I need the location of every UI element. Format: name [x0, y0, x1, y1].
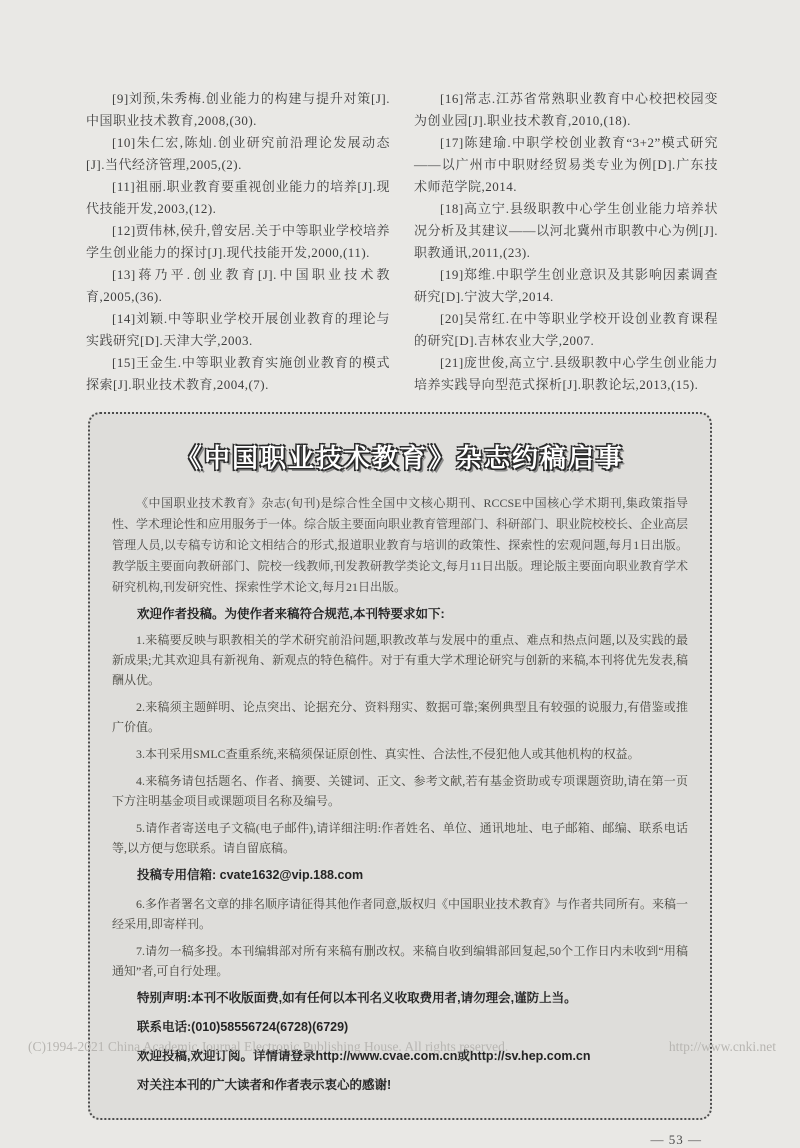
- notice-item-4: 4.来稿务请包括题名、作者、摘要、关键词、正文、参考文献,若有基金资助或专项课题资助,请在第一页下方注明基金项目或课题项目名称及编号。: [112, 774, 688, 808]
- copyright-text: (C)1994-2021 China Academic Journal Electronic Publishing House. All rights reserved.: [28, 1039, 509, 1054]
- copyright-footer: [28, 1039, 776, 1055]
- reference-item: [11]祖丽.职业教育要重视创业能力的培养[J].现代技能开发,2003,(12).: [86, 179, 390, 216]
- reference-item: [12]贾伟林,侯升,曾安居.关于中等职业学校培养学生创业能力的探讨[J].现代技能开发,2000,(11).: [86, 223, 390, 260]
- reference-item: [9]刘预,朱秀梅.创业能力的构建与提升对策[J].中国职业技术教育,2008,(30).: [86, 91, 390, 128]
- contact-phone-line: 联系电话:(010)58556724(6728)(6729): [137, 1020, 349, 1034]
- reference-item: [20]吴常红.在中等职业学校开设创业教育课程的研究[D].吉林农业大学,2007.: [414, 311, 718, 348]
- cnki-url: http://www.cnki.net: [668, 1039, 776, 1054]
- reference-item: [15]王金生.中等职业教育实施创业教育的模式探索[J].职业技术教育,2004,(7).: [86, 355, 390, 392]
- page-number: — 53 —: [650, 1132, 702, 1147]
- page-content: [86, 88, 718, 1148]
- notice-title: 《中国职业技术教育》杂志约稿启事: [175, 443, 624, 473]
- reference-item: [13]蒋乃平.创业教育[J].中国职业技术教育,2005,(36).: [86, 267, 390, 304]
- thanks-line: 对关注本刊的广大读者和作者表示衷心的感谢!: [137, 1078, 392, 1092]
- notice-item-5: 5.请作者寄送电子文稿(电子邮件),请详细注明:作者姓名、单位、通讯地址、电子邮箱、邮编、联系电话等,以方便与您联系。请自留底稿。: [112, 821, 688, 855]
- references-section: [86, 88, 718, 396]
- references-left-column: [86, 88, 390, 396]
- submission-email-line: 投稿专用信箱: cvate1632@vip.188.com: [137, 868, 364, 882]
- reference-item: [18]高立宁.县级职教中心学生创业能力培养状况分析及其建议——以河北冀州市职教中心为例[J].职教通讯,2011,(23).: [414, 201, 718, 260]
- reference-item: [14]刘颖.中等职业学校开展创业教育的理论与实践研究[D].天津大学,2003.: [86, 311, 390, 348]
- reference-item: [16]常志.江苏省常熟职业教育中心校把校园变为创业园[J].职业技术教育,2010,(18).: [414, 91, 718, 128]
- notice-item-2: 2.来稿须主题鲜明、论点突出、论据充分、资料翔实、数据可靠;案例典型且有较强的说服力,有借鉴或推广价值。: [112, 700, 688, 734]
- reference-item: [21]庞世俊,高立宁.县级职教中心学生创业能力培养实践导向型范式探析[J].职教论坛,2013,(15).: [414, 355, 718, 392]
- call-for-papers-box: [88, 412, 712, 1120]
- reference-item: [19]郑维.中职学生创业意识及其影响因素调查研究[D].宁波大学,2014.: [414, 267, 718, 304]
- notice-item-3: 3.本刊采用SMLC查重系统,来稿须保证原创性、真实性、合法性,不侵犯他人或其他机构的权益。: [136, 747, 640, 761]
- notice-welcome-heading: 欢迎作者投稿。为使作者来稿符合规范,本刊特要求如下:: [137, 607, 445, 621]
- notice-item-7: 7.请勿一稿多投。本刊编辑部对所有来稿有删改权。来稿自收到编辑部回复起,50个工作日内未收到“用稿通知”者,可自行处理。: [112, 944, 688, 978]
- reference-item: [10]朱仁宏,陈灿.创业研究前沿理论发展动态[J].当代经济管理,2005,(2).: [86, 135, 390, 172]
- notice-item-6: 6.多作者署名文章的排名顺序请征得其他作者同意,版权归《中国职业技术教育》与作者共同所有。来稿一经采用,即寄样刊。: [112, 897, 689, 931]
- subscribe-websites-line: 欢迎投稿,欢迎订阅。详情请登录http://www.cvae.com.cn或http://sv.hep.com.cn: [137, 1049, 591, 1063]
- notice-item-1: 1.来稿要反映与职教相关的学术研究前沿问题,职教改革与发展中的重点、难点和热点问题,以及实践的最新成果;尤其欢迎具有新视角、新观点的特色稿件。对于有重大学术理论研究与创新的来稿,本刊将优先发表,稿酬从优。: [112, 633, 688, 687]
- reference-item: [17]陈建瑜.中职学校创业教育“3+2”模式研究——以广州市中职财经贸易类专业为例[D].广东技术师范学院,2014.: [414, 135, 718, 194]
- references-right-column: [414, 88, 718, 396]
- special-statement-line: 特别声明:本刊不收版面费,如有任何以本刊名义收取费用者,请勿理会,谨防上当。: [137, 991, 577, 1005]
- notice-intro-paragraph: 《中国职业技术教育》杂志(旬刊)是综合性全国中文核心期刊、RCCSE中国核心学术期刊,集政策指导性、学术理论性和应用服务于一体。综合版主要面向职业教育管理部门、科研部门、职业院校校长、企业高层管理人员,以专稿专访和论文相结合的形式,报道职业教育与培训的政策性、探索性的宏观问题,每月1日出版。教学版主要面向教研部门、院校一线教师,刊发教研教学类论文,每月11日出版。理论版主要面向职业教育学术研究机构,刊发研究性、探索性学术论文,每月21日出版。: [112, 496, 689, 594]
